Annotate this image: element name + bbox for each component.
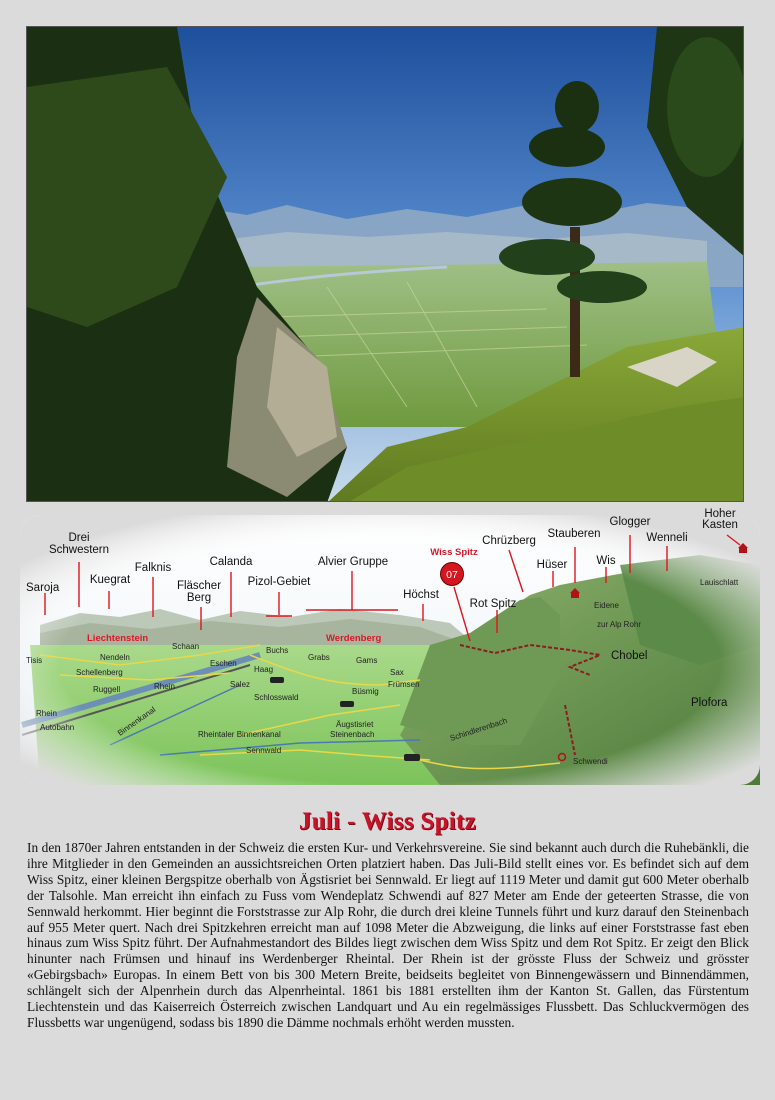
place-nendeln: Nendeln [100, 653, 130, 662]
peak-pizol: Pizol-Gebiet [247, 576, 311, 588]
place-rheintaler-binnenkanal: Rheintaler Binnenkanal [198, 730, 281, 739]
place-schaan: Schaan [172, 642, 200, 651]
peak-wiss-spitz: Wiss Spitz [430, 547, 478, 558]
place-schlosswald: Schlosswald [254, 693, 299, 702]
peak-drei-schwestern-line1: Drei [68, 532, 90, 544]
peak-rot-spitz: Rot Spitz [469, 598, 517, 610]
peak-flaescher-line1: Fläscher [176, 580, 222, 592]
peak-wis: Wis [596, 555, 616, 567]
peak-flaescher-line2: Berg [186, 592, 212, 604]
page-title: Juli - Wiss Spitz [298, 808, 477, 835]
place-chobel: Chobel [611, 650, 648, 662]
peak-drei-schwestern-line2: Schwestern [48, 544, 110, 556]
peak-falknis: Falknis [134, 562, 172, 574]
place-schellenberg: Schellenberg [76, 668, 123, 677]
place-plofora: Plofora [691, 697, 728, 709]
place-eidene: Eidene [594, 601, 619, 610]
peak-chruezberg: Chrüzberg [482, 535, 536, 547]
place-grabs: Grabs [308, 653, 330, 662]
place-gams: Gams [356, 656, 378, 665]
place-salez: Salez [230, 680, 251, 689]
landscape-photo [26, 26, 744, 502]
place-sennwald: Sennwald [246, 746, 282, 755]
place-ruggell: Ruggell [93, 685, 121, 694]
panorama-map [0, 505, 775, 795]
place-tisis: Tisis [26, 656, 43, 665]
place-buchs: Buchs [266, 646, 289, 655]
place-rhein-1: Rhein [36, 709, 57, 718]
peak-saroja: Saroja [26, 582, 60, 594]
peak-hueser: Hüser [536, 559, 568, 571]
peak-alvier: Alvier Gruppe [317, 556, 389, 568]
place-autobahn: Autobahn [40, 723, 75, 732]
peak-hoher-kasten-line1: Hoher [704, 508, 736, 520]
place-rhein-2: Rhein [154, 682, 175, 691]
place-zur-alp-rohr: zur Alp Rohr [597, 620, 642, 629]
peak-marker-number: 07 [446, 569, 458, 581]
peak-calanda: Calanda [209, 556, 253, 568]
place-sax: Sax [390, 668, 404, 677]
place-schwendi: Schwendi [573, 757, 608, 766]
place-aeugstisriet: Äugstisriet [336, 720, 374, 729]
place-steinenbach: Steinenbach [330, 730, 375, 739]
place-fruemsen: Frümsen [388, 680, 420, 689]
body-text: In den 1870er Jahren entstanden in der Schweiz die ersten Kur- und Verkehrsvereine. Sie sind bekannt auch durch die Ruhebänkli, die ihre Mitglieder in den Gemeinden an aussichtsreichen Orten platziert haben. Das Juli-Bild stellt eines vor. Es befindet sich auf dem Wiss Spitz, einer kleinen Bergspitze oberhalb von Ägstisriet bei Sennwald. Er liegt auf 1119 Meter und damit gut 600 Meter oberhalb der Talsohle. Man erreicht ihn einfach zu Fuss vom Wendeplatz Schwendi auf 827 Meter am Ende der geteerten Strasse, die von Sennwald herkommt. Hier beginnt die Forststrasse zur Alp Rohr, die durch drei kleine Tunnels führt und kurz darauf den Steinenbach auf 955 Meter quert. Nach drei Spitzkehren erreicht man auf 1098 Meter die Abzweigung, die links auf einer Forststrasse fast eben hinaus zum Wiss Spitz führt. Der Aufnahmestandort des Bildes liegt zwischen dem Wiss Spitz und dem Rot Spitz. Er zeigt den Blick hinunter nach Frümsen und hinauf ins Werdenberger Rheintal. Der Rhein ist der grösste Fluss der Schweiz und grösster «Gebirgsbach» Europas. In einem Bett von bis 300 Metern Breite, beidseits begleitet von Binnengewässern und Binnendämmen, schlängelt sich der Alpenrhein durch das Alpenrheintal. 1861 bis 1881 erstellten ihm der Kanton St. Gallen, das Fürstentum Liechtenstein und das Kaiserreich Österreich zwischen Landquart und Au ein regelmässiges Flussbett. Das Schluckvermögen des Flussbetts war ungenügend, sodass bis 1890 die Dämme nochmals erhöht werden mussten. [27, 840, 749, 1030]
place-binnenkanal: Binnenkanal [115, 705, 158, 738]
place-lauischlatt: Lauischlatt [700, 578, 739, 587]
region-liechtenstein: Liechtenstein [87, 633, 149, 644]
peak-kuegrat: Kuegrat [89, 574, 131, 586]
place-haag: Haag [254, 665, 274, 674]
place-schindlerenbach: Schindlerenbach [448, 715, 509, 743]
peak-glogger: Glogger [609, 516, 651, 528]
region-werdenberg: Werdenberg [326, 633, 382, 644]
place-eschen: Eschen [210, 659, 237, 668]
peak-wenneli: Wenneli [646, 532, 688, 544]
peak-stauberen: Stauberen [547, 528, 601, 540]
peak-hoher-kasten-line2: Kasten [702, 519, 738, 531]
place-buesmig: Büsmig [352, 687, 379, 696]
peak-hoechst: Höchst [403, 589, 439, 601]
